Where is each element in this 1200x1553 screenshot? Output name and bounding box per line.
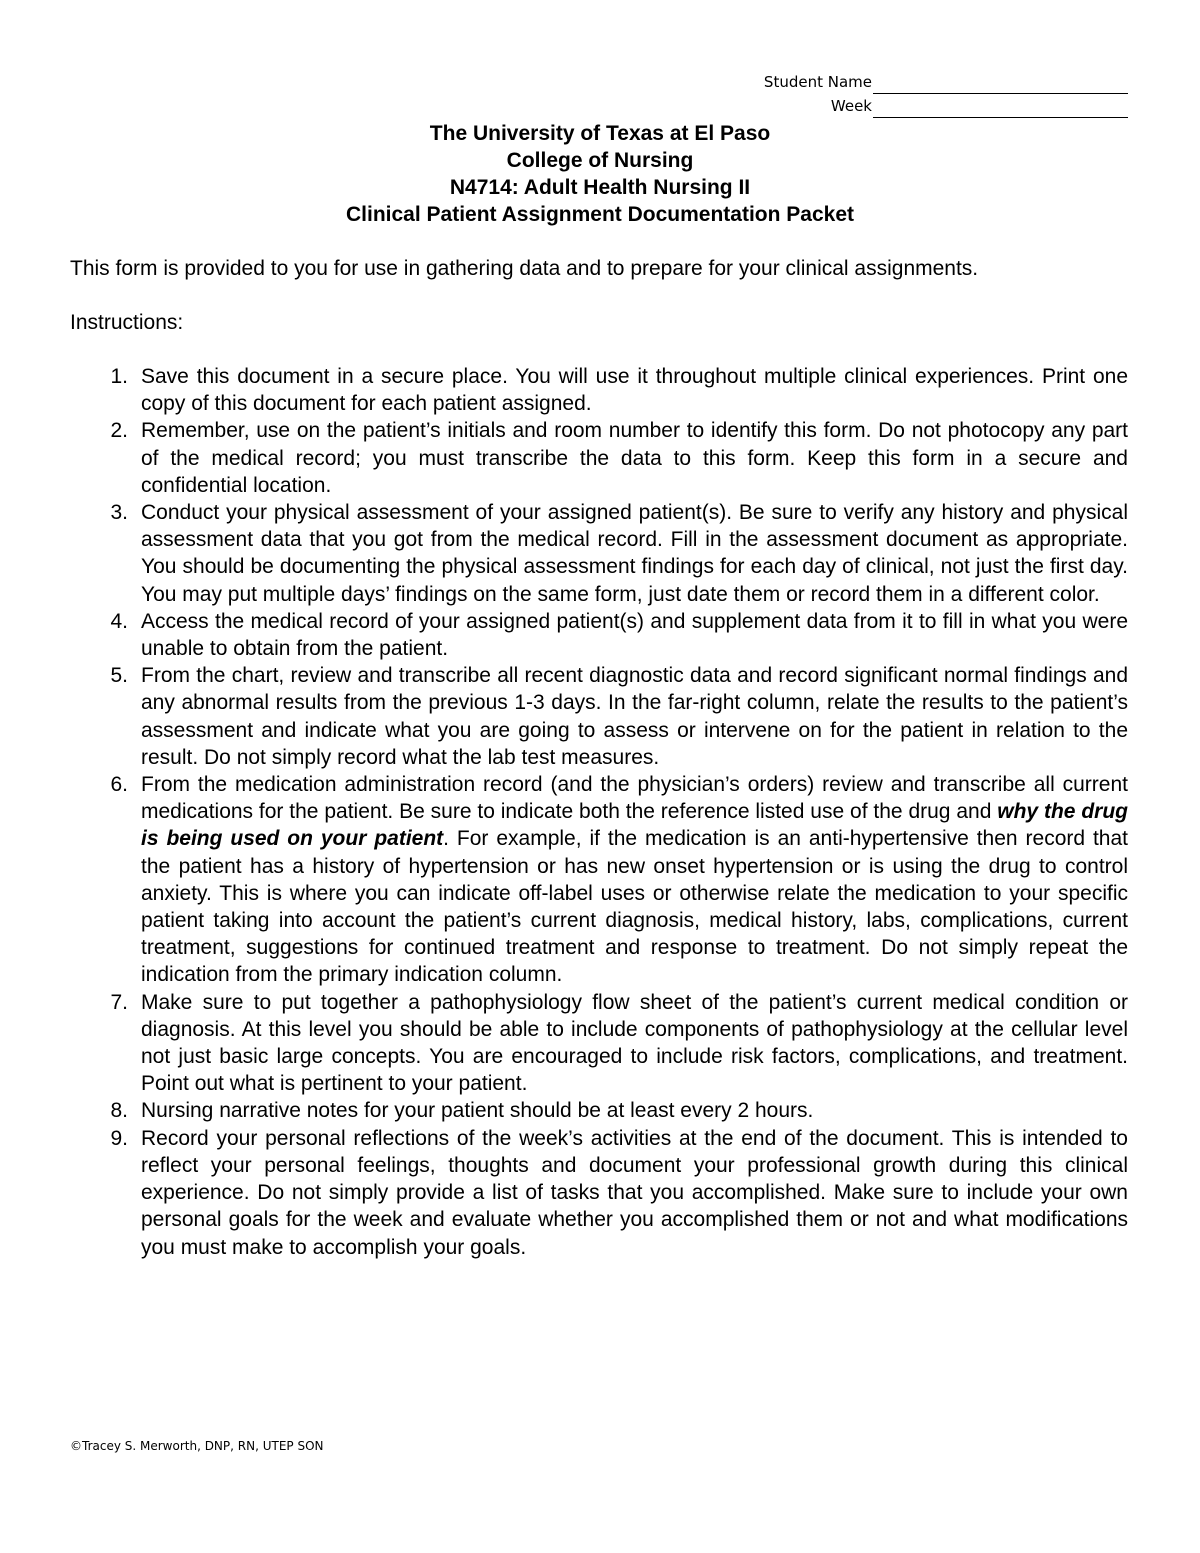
packet-title: Clinical Patient Assignment Documentation Packet — [346, 203, 854, 226]
list-item-text: Access the medical record of your assigned patient(s) and supplement data from it to fill in what you were unable to obtain from the patient. — [141, 609, 1128, 661]
list-item — [70, 662, 1128, 771]
list-item — [70, 417, 1128, 499]
instructions-heading: Instructions: — [70, 311, 184, 334]
list-item — [70, 1097, 1128, 1124]
document-title — [0, 120, 1200, 228]
list-item — [70, 363, 1128, 417]
list-item-number: 2 . — [104, 417, 128, 444]
student-name-label: Student Name — [763, 73, 872, 91]
list-item-text: From the chart, review and transcribe all recent diagnostic data and record significant normal findings and any abnormal results from the previous 1-3 days. In the far-right column, relate the results to the patient’s assessment and indicate what you are going to assess or intervene on for the patient in relation to the result. Do not simply record what the lab test measures. — [141, 664, 1128, 769]
list-item-text: Record your personal reflections of the week’s activities at the end of the document. This is intended to reflect your personal feelings, thoughts and document your professional growth during this clinical experience. Do not simply provide a list of tasks that you accomplished. Make sure to include your own personal goals for the week and evaluate whether you accomplished them or not and what modifications you must make to accomplish your goals. — [141, 1126, 1128, 1259]
list-item-text: Save this document in a secure place. You will use it throughout multiple clinical experiences. Print one copy of this document for each patient assigned. — [141, 365, 1128, 416]
list-item-number: 4 . — [104, 608, 128, 635]
list-item — [70, 499, 1128, 608]
student-name-line[interactable] — [873, 76, 1128, 94]
list-item-number: 1 . — [104, 363, 128, 390]
list-item-number: 9 . — [104, 1125, 128, 1152]
list-item-number: 8 . — [104, 1097, 128, 1124]
list-item-text: Remember, use on the patient’s initials and room number to identify this form. Do not photocopy any part of the medical record; you must transcribe the data to this form. Keep this form in a secure and confidential location. — [141, 419, 1128, 497]
student-name-field[interactable] — [708, 70, 1128, 94]
list-item-number: 5 . — [104, 662, 128, 689]
week-label: Week — [830, 97, 872, 115]
list-item — [70, 771, 1128, 989]
student-info-block — [708, 70, 1128, 118]
list-item — [70, 608, 1128, 662]
list-item-number: 3 . — [104, 499, 128, 526]
list-item-number: 7 . — [104, 989, 128, 1016]
list-item-text: Nursing narrative notes for your patient should be at least every 2 hours. — [141, 1099, 814, 1123]
college-name: College of Nursing — [506, 149, 694, 172]
course-title: N4714: Adult Health Nursing II — [449, 176, 751, 199]
copyright-footer: ©Tracey S. Merworth, DNP, RN, UTEP SON — [70, 1439, 324, 1453]
list-item-text-before: From the medication administration record (and the physician’s orders) review and transcribe all current medications for the patient. Be sure to indicate both the reference listed use of the drug and — [141, 773, 1128, 824]
list-item-emphasis: why the drug is being used on your patient — [141, 800, 1128, 851]
list-item-text: Conduct your physical assessment of your assigned patient(s). Be sure to verify any history and physical assessment data that you got from the medical record. Fill in the assessment document as appropriate. You should be documenting the physical assessment findings for each day of clinical, not just the first day. You may put multiple days’ findings on the same form, just date them or record them in a different color. — [141, 501, 1128, 606]
university-name: The University of Texas at El Paso — [429, 122, 771, 145]
list-item-text: Make sure to put together a pathophysiology flow sheet of the patient’s current medical condition or diagnosis. At this level you should be able to include components of pathophysiology at the cellular level not just basic large concepts. You are encouraged to include risk factors, complications, and treatment. Point out what is pertinent to your patient. — [141, 990, 1128, 1096]
week-line[interactable] — [873, 100, 1128, 118]
list-item — [70, 1125, 1128, 1261]
list-item-number: 6 . — [104, 771, 128, 798]
list-item — [70, 989, 1128, 1098]
instructions-list — [70, 363, 1128, 1261]
week-field[interactable] — [708, 94, 1128, 118]
intro-paragraph: This form is provided to you for use in gathering data and to prepare for your clinical assignments. — [70, 257, 979, 280]
list-item-text-after: . For example, if the medication is an anti-hypertensive then record that the patient has a history of hypertension or has new onset hypertension or is using the drug to control anxiety. This is where you can indicate off-label uses or otherwise relate the medication to your specific patient taking into account the patient’s current diagnosis, medical history, labs, complications, current treatment, suggestions for continued treatment and response to treatment. Do not simply repeat the indication from the primary indication column. — [141, 827, 1128, 987]
